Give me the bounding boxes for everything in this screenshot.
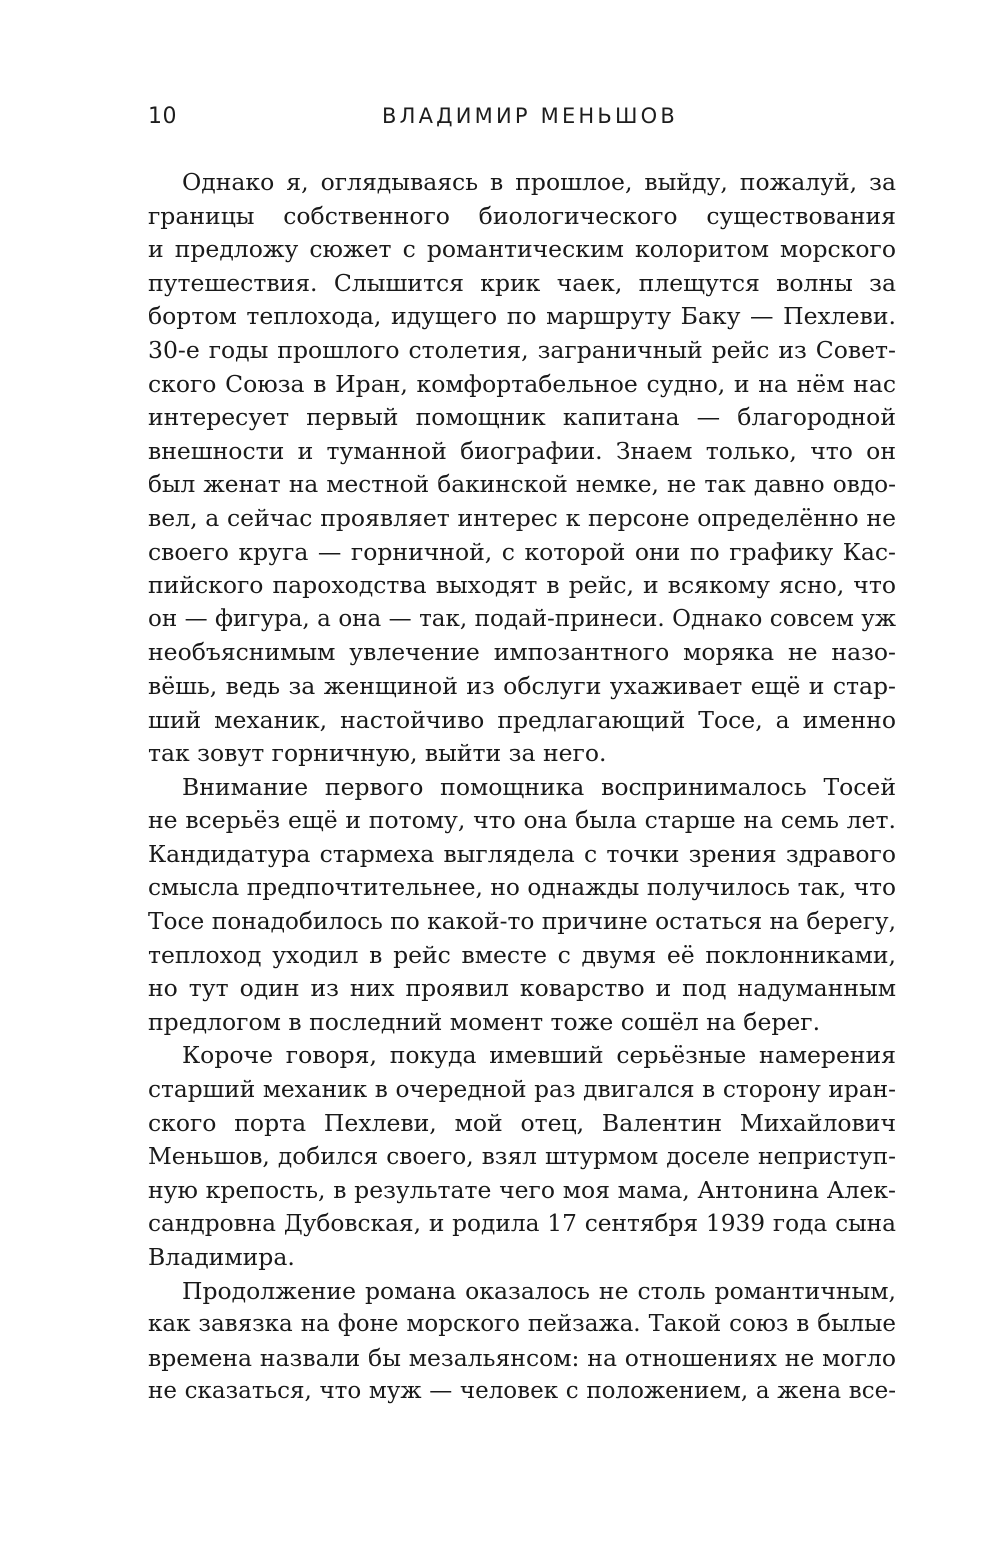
text-line: вел, а сейчас проявляет интерес к персоне определённо не [148,503,896,532]
text-line: сандровна Дубовская, и родила 17 сентября 1939 года сына [148,1210,896,1238]
text-line: но тут один из них проявил коварство и под надуманным [148,974,896,1003]
text-line: старший механик в очередной раз двигался в сторону иран- [148,1076,896,1104]
text-line: и предложу сюжет с романтическим колоритом морского [148,235,896,264]
text-line: Однако я, оглядываясь в прошлое, выйду, пожалуй, за [182,168,896,196]
text-line: ского порта Пехлеви, мой отец, Валентин Михайлович [148,1108,896,1137]
text-line: не всерьёз ещё и потому, что она была старше на семь лет. [148,806,896,835]
text-line: Тосе понадобилось по какой-то причине остаться на берегу, [148,908,896,936]
paragraph-1 [148,166,896,771]
text-line: Владимира. [148,1243,295,1271]
page-number: 10 [148,104,177,129]
text-line: ший механик, настойчиво предлагающий Тосе, а именно [148,705,896,734]
text-line: так зовут горничную, выйти за него. [148,739,607,768]
text-line: Кандидатура стармеха выглядела с точки зрения здравого [148,839,896,868]
text-line: Меньшов, добился своего, взял штурмом доселе неприступ- [148,1143,896,1171]
paragraph-2 [148,771,896,1040]
text-line: Короче говоря, покуда имевший серьёзные намерения [182,1041,896,1070]
text-line: Продолжение романа оказалось не столь романтичным, [182,1276,896,1305]
paragraph-3 [148,1039,896,1274]
text-line: не сказаться, что муж — человек с положением, а жена все- [148,1378,896,1405]
text-body [148,166,896,1409]
text-line: пийского пароходства выходят в рейс, и всякому ясно, что [148,571,896,600]
text-line: вёшь, ведь за женщиной из обслуги ухаживает ещё и стар- [148,671,896,700]
text-line: интересует первый помощник капитана — благородной [148,403,896,432]
text-line: он — фигура, а она — так, подай-принеси. Однако совсем уж [148,605,896,632]
text-line: ского Союза в Иран, комфортабельное судно, и на нём нас [148,369,896,398]
text-line: ную крепость, в результате чего моя мама, Антонина Алек- [148,1175,896,1204]
text-line: как завязка на фоне морского пейзажа. Такой союз в былые [148,1311,896,1338]
running-head [148,104,896,136]
text-line: теплоход уходил в рейс вместе с двумя её поклонниками, [148,940,896,969]
text-line: своего круга — горничной, с которой они по графику Кас- [148,537,896,566]
text-line: бортом теплохода, идущего по маршруту Баку — Пехлеви. [148,302,896,331]
text-line: внешности и туманной биографии. Знаем только, что он [148,436,896,465]
text-line: необъяснимым увлечение импозантного моряка не назо- [148,638,896,667]
text-line: границы собственного биологического существования [148,201,896,230]
author-name: ВЛАДИМИР МЕНЬШОВ [382,104,679,128]
paragraph-4 [148,1275,896,1409]
text-line: был женат на местной бакинской немке, не так давно овдо- [148,471,896,499]
text-line: времена назвали бы мезальянсом: на отношениях не могло [148,1343,896,1372]
text-line: предлогом в последний момент тоже сошёл на берег. [148,1007,821,1036]
text-line: 30-е годы прошлого столетия, заграничный рейс из Совет- [148,335,896,364]
text-line: Внимание первого помощника воспринималось Тосей [182,772,896,801]
text-line: путешествия. Слышится крик чаек, плещутся волны за [148,268,896,297]
text-line: смысла предпочтительнее, но однажды получилось так, что [148,874,896,902]
